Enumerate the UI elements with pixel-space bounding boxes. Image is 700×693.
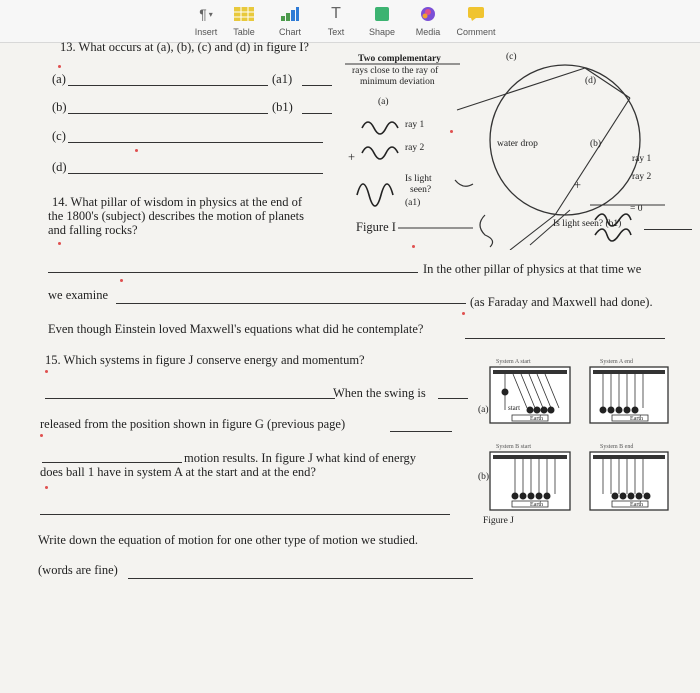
shape-icon bbox=[356, 4, 408, 24]
figure-j-row-b: (b) bbox=[478, 472, 490, 482]
q15-ball1: does ball 1 have in system A at the start and at the end? bbox=[40, 465, 316, 479]
q15-answer-blank[interactable] bbox=[45, 398, 335, 399]
figure-j-bottom-left-label: System B start bbox=[496, 444, 532, 450]
caption-line-1: Two complementary bbox=[358, 54, 441, 64]
water-drop-label: water drop bbox=[497, 139, 538, 149]
q14-other-pillar: In the other pillar of physics at that time we bbox=[423, 262, 642, 276]
fig-label-d: (d) bbox=[585, 76, 597, 86]
q15-title: 15. Which systems in figure J conserve energy and momentum? bbox=[45, 353, 365, 367]
q13-d-blank[interactable] bbox=[68, 173, 323, 174]
q13-a-blank[interactable] bbox=[68, 85, 268, 86]
q14-einstein-blank[interactable] bbox=[465, 338, 665, 339]
media-button[interactable]: Media bbox=[402, 4, 454, 37]
markup-dot bbox=[40, 434, 43, 437]
is-light-3: (a1) bbox=[405, 198, 421, 208]
table-button[interactable]: Table bbox=[218, 4, 270, 37]
markup-dot bbox=[462, 312, 465, 315]
caption-line-2: rays close to the ray of bbox=[352, 66, 439, 76]
markup-dot bbox=[135, 149, 138, 152]
table-icon bbox=[218, 4, 270, 24]
fig-label-c: (c) bbox=[506, 52, 517, 62]
figure-j-row-a: (a) bbox=[478, 405, 489, 415]
ray1-wave bbox=[362, 122, 398, 134]
q15-words: (words are fine) bbox=[38, 563, 118, 577]
is-light-b1: Is light seen? (b1) bbox=[553, 219, 622, 229]
q14-answer-blank[interactable] bbox=[48, 272, 418, 273]
squiggle-arrow bbox=[480, 215, 493, 247]
q13-a-label: (a) bbox=[52, 72, 66, 86]
toolbar bbox=[0, 0, 700, 43]
is-light-1: Is light bbox=[405, 174, 432, 184]
figure-j-bottom-right-label: System B end bbox=[600, 444, 634, 450]
q14-title-2: the 1800's (subject) describes the motion of planets bbox=[48, 209, 305, 223]
system-a-end bbox=[590, 367, 668, 423]
document-page bbox=[0, 42, 700, 693]
figure-j-earth-b-start: Earth bbox=[530, 502, 543, 508]
q14-einstein: Even though Einstein loved Maxwell's equations what did he contemplate? bbox=[48, 322, 424, 336]
q13-a1-label: (a1) bbox=[272, 72, 293, 86]
shape-button[interactable]: Shape bbox=[356, 4, 408, 37]
caption-line-3: minimum deviation bbox=[360, 77, 435, 87]
q13-b1-label: (b1) bbox=[272, 100, 293, 114]
q13-b-blank[interactable] bbox=[68, 113, 268, 114]
markup-dot bbox=[58, 65, 61, 68]
q13-c-label: (c) bbox=[52, 129, 66, 143]
q15-released: released from the position shown in figure G (previous page) bbox=[40, 417, 346, 431]
q14-title-3: and falling rocks? bbox=[48, 223, 138, 237]
markup-dot bbox=[120, 279, 123, 282]
figure-j-earth-b-end: Earth bbox=[630, 502, 643, 508]
incoming-ray bbox=[457, 68, 585, 110]
ray1-label: ray 1 bbox=[405, 120, 425, 130]
q15-swing: When the swing is bbox=[333, 386, 426, 400]
figure-j-start-label: start bbox=[508, 404, 521, 412]
ray2-label: ray 2 bbox=[405, 143, 425, 153]
insert-button[interactable]: ¶ ▾ Insert bbox=[180, 4, 232, 37]
q15-released-blank[interactable] bbox=[390, 431, 452, 432]
right-plus-sign: + bbox=[574, 178, 582, 192]
markup-dot bbox=[45, 370, 48, 373]
chart-icon bbox=[264, 4, 316, 24]
q13-a1-blank[interactable] bbox=[302, 85, 332, 86]
markup-dot bbox=[412, 245, 415, 248]
q15-motion-results: motion results. In figure J what kind of energy bbox=[184, 451, 417, 465]
plus-sign: + bbox=[348, 150, 356, 164]
q14-title-1: 14. What pillar of wisdom in physics at the end of bbox=[52, 195, 303, 209]
exit-ray bbox=[510, 215, 555, 250]
media-icon bbox=[402, 4, 454, 24]
figure-j-earth-a-start: Earth bbox=[530, 416, 543, 422]
paragraph-icon: ¶ ▾ bbox=[199, 6, 213, 22]
figure-j-top-left-label: System A start bbox=[496, 359, 531, 365]
q14-faraday: (as Faraday and Maxwell had done). bbox=[470, 295, 653, 309]
q13-b-label: (b) bbox=[52, 100, 67, 114]
is-light-2: seen? bbox=[410, 185, 432, 195]
q13-d-label: (d) bbox=[52, 160, 67, 174]
q13-title: 13. What occurs at (a), (b), (c) and (d) in figure I? bbox=[60, 40, 309, 54]
chart-button[interactable]: Chart bbox=[264, 4, 316, 37]
ray2-wave bbox=[362, 147, 398, 159]
b1-blank[interactable] bbox=[644, 229, 692, 230]
system-b-end bbox=[590, 452, 668, 510]
markup-dot bbox=[450, 130, 453, 133]
fig-label-b: (b) bbox=[590, 139, 602, 149]
figure-j bbox=[475, 352, 675, 532]
q15-equation: Write down the equation of motion for one other type of motion we studied. bbox=[38, 533, 418, 547]
text-icon: T bbox=[331, 5, 341, 22]
comment-button[interactable]: Comment bbox=[450, 4, 502, 37]
q15-motion-blank[interactable] bbox=[42, 462, 182, 463]
arrow-to-a1 bbox=[455, 180, 473, 186]
right-ray1-label: ray 1 bbox=[632, 154, 652, 164]
q14-examine-blank[interactable] bbox=[116, 303, 466, 304]
system-a-start bbox=[490, 367, 570, 423]
right-ray2-label: ray 2 bbox=[632, 172, 652, 182]
q15-ball1-blank[interactable] bbox=[40, 514, 450, 515]
figure-j-caption: Figure J bbox=[483, 516, 514, 526]
text-button[interactable]: T Text bbox=[310, 4, 362, 37]
fig-label-a: (a) bbox=[378, 97, 389, 107]
markup-dot bbox=[45, 486, 48, 489]
right-wave-2 bbox=[595, 229, 631, 241]
q13-b1-blank[interactable] bbox=[302, 113, 332, 114]
internal-ray bbox=[555, 98, 630, 215]
zero-label: = 0 bbox=[630, 204, 643, 214]
figure-j-top-right-label: System A end bbox=[600, 359, 634, 365]
q13-c-blank[interactable] bbox=[68, 142, 323, 143]
sum-wave bbox=[357, 184, 393, 206]
figure-i-label: Figure I bbox=[356, 220, 396, 234]
q14-we-examine: we examine bbox=[48, 288, 109, 302]
figure-j-earth-a-end: Earth bbox=[630, 416, 643, 422]
markup-dot bbox=[58, 242, 61, 245]
q15-swing-blank[interactable] bbox=[438, 398, 468, 399]
comment-icon bbox=[450, 4, 502, 24]
q15-words-blank[interactable] bbox=[128, 578, 473, 579]
